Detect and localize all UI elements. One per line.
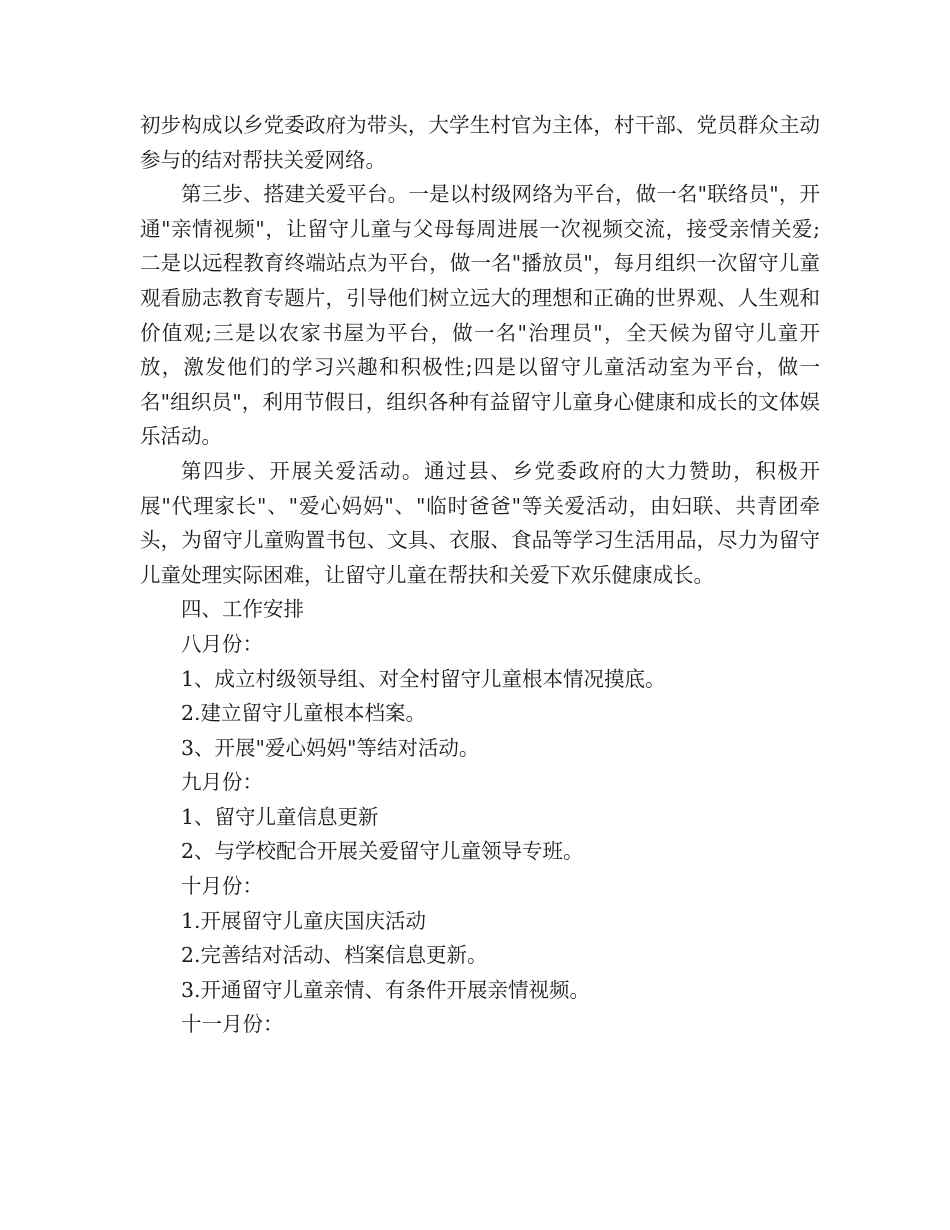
list-item: 2、与学校配合开展关爱留守儿童领导专班。 <box>181 839 584 864</box>
list-item: 1、成立村级领导组、对全村留守儿童根本情况摸底。 <box>181 666 666 691</box>
paragraph-step-three: 第三步、搭建关爱平台。一是以村级网络为平台，做一名"联络员"，开通"亲情视频"，让留守儿童与父母每周进展一次视频交流，接受亲情关爱;二是以远程教育终端站点为平台，做一名"播放员"，每月组织一次留守儿童观看励志教育专题片，引导他们树立远大的理想和正确的世界观、人生观和价值观;三是以农家书屋为平台，做一名"治理员"，全天候为留守儿童开放，激发他们的学习兴趣和积极性;四是以留守儿童活动室为平台，做一名"组织员"，利用节假日，组织各种有益留守儿童身心健康和成长的文体娱乐活动。 <box>140 182 820 449</box>
paragraph-network-continued: 初步构成以乡党委政府为带头，大学生村官为主体，村干部、党员群众主动参与的结对帮扶关爱网络。 <box>140 113 820 172</box>
list-item: 3.开通留守儿童亲情、有条件开展亲情视频。 <box>181 977 591 1002</box>
month-heading-november: 十一月份： <box>181 1012 284 1037</box>
list-item: 3、开展"爱心妈妈"等结对活动。 <box>181 735 480 760</box>
month-heading-october: 十月份： <box>181 874 263 899</box>
list-item: 2.建立留守儿童根本档案。 <box>181 701 427 726</box>
list-item: 2.完善结对活动、档案信息更新。 <box>181 943 488 968</box>
section-heading-work-plan: 四、工作安排 <box>181 597 304 622</box>
month-heading-september: 九月份： <box>181 770 263 795</box>
list-item: 1、留守儿童信息更新 <box>181 804 379 829</box>
list-item: 1.开展留守儿童庆国庆活动 <box>181 908 427 933</box>
month-heading-august: 八月份： <box>181 631 263 656</box>
document-body <box>140 108 820 1042</box>
paragraph-step-four: 第四步、开展关爱活动。通过县、乡党委政府的大力赞助，积极开展"代理家长"、"爱心妈妈"、"临时爸爸"等关爱活动，由妇联、共青团牵头，为留守儿童购置书包、文具、衣服、食品等学习生活用品，尽力为留守儿童处理实际困难，让留守儿童在帮扶和关爱下欢乐健康成长。 <box>140 458 820 587</box>
